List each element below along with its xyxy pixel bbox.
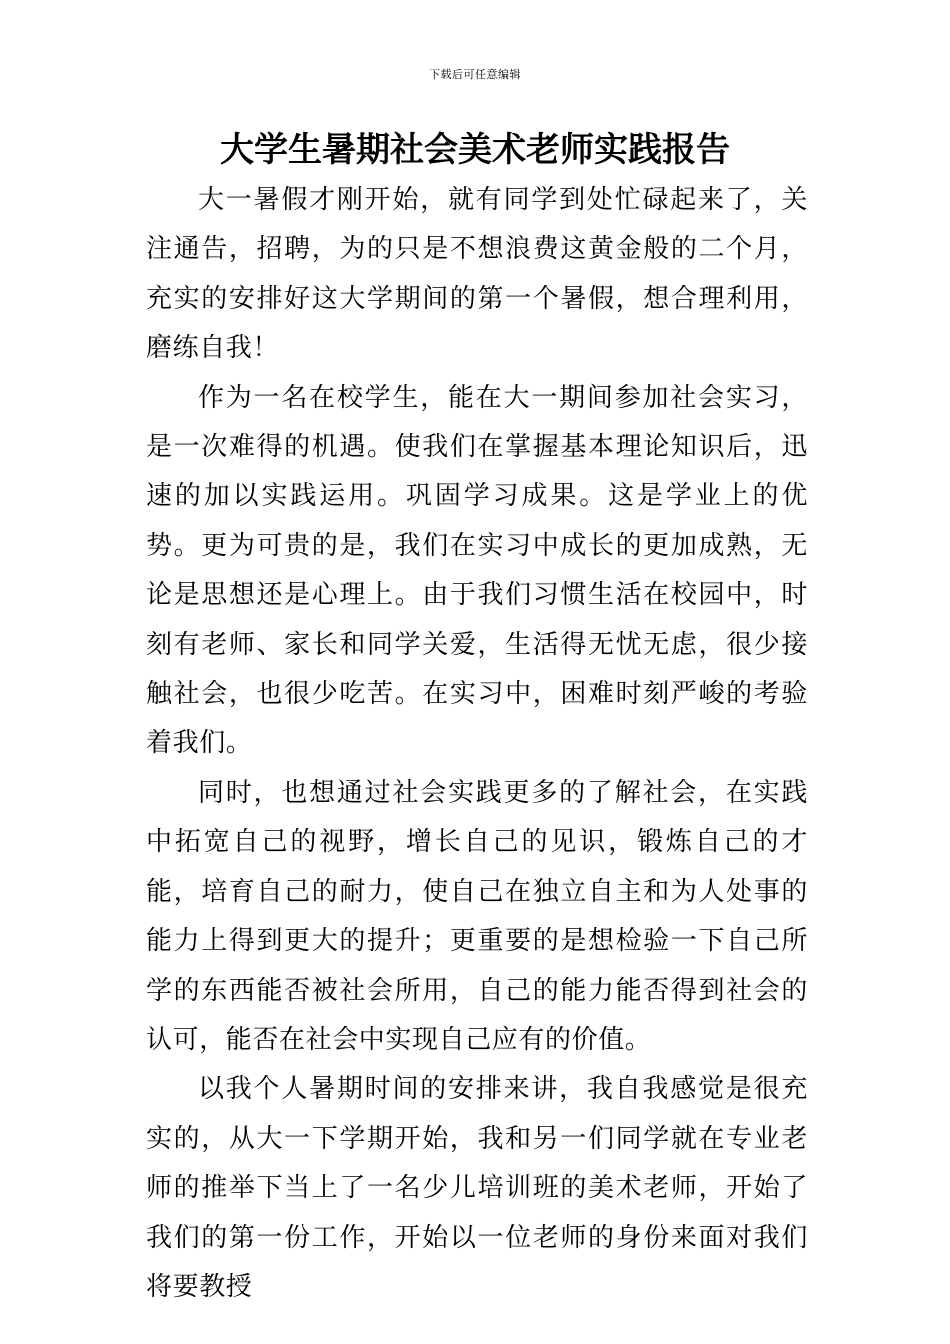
- paragraph-2: 作为一名在校学生，能在大一期间参加社会实习，是一次难得的机遇。使我们在掌握基本理论知识后，迅速的加以实践运用。巩固学习成果。这是学业上的优势。更为可贵的是，我们在实习中成长的更加成熟，无论是思想还是心理上。由于我们习惯生活在校园中，时刻有老师、家长和同学关爱，生活得无忧无虑，很少接触社会，也很少吃苦。在实习中，困难时刻严峻的考验着我们。: [146, 382, 808, 759]
- paragraph-4: 以我个人暑期时间的安排来讲，我自我感觉是很充实的，从大一下学期开始，我和另一们同学就在专业老师的推举下当上了一名少儿培训班的美术老师，开始了我们的第一份工作，开始以一位老师的身份来面对我们将要教授: [146, 1074, 808, 1302]
- header-note: 下载后可任意编辑: [429, 68, 521, 81]
- document-title: 大学生暑期社会美术老师实践报告: [220, 130, 730, 170]
- document-body: [146, 176, 808, 1312]
- paragraph-3: 同时，也想通过社会实践更多的了解社会，在实践中拓宽自己的视野，增长自己的见识，锻炼自己的才能，培育自己的耐力，使自己在独立自主和为人处事的能力上得到更大的提升；更重要的是想检验一下自己所学的东西能否被社会所用，自己的能力能否得到社会的认可，能否在社会中实现自己应有的价值。: [146, 777, 808, 1055]
- paragraph-1: 大一暑假才刚开始，就有同学到处忙碌起来了，关注通告，招聘，为的只是不想浪费这黄金般的二个月，充实的安排好这大学期间的第一个暑假，想合理利用，磨练自我！: [146, 185, 808, 364]
